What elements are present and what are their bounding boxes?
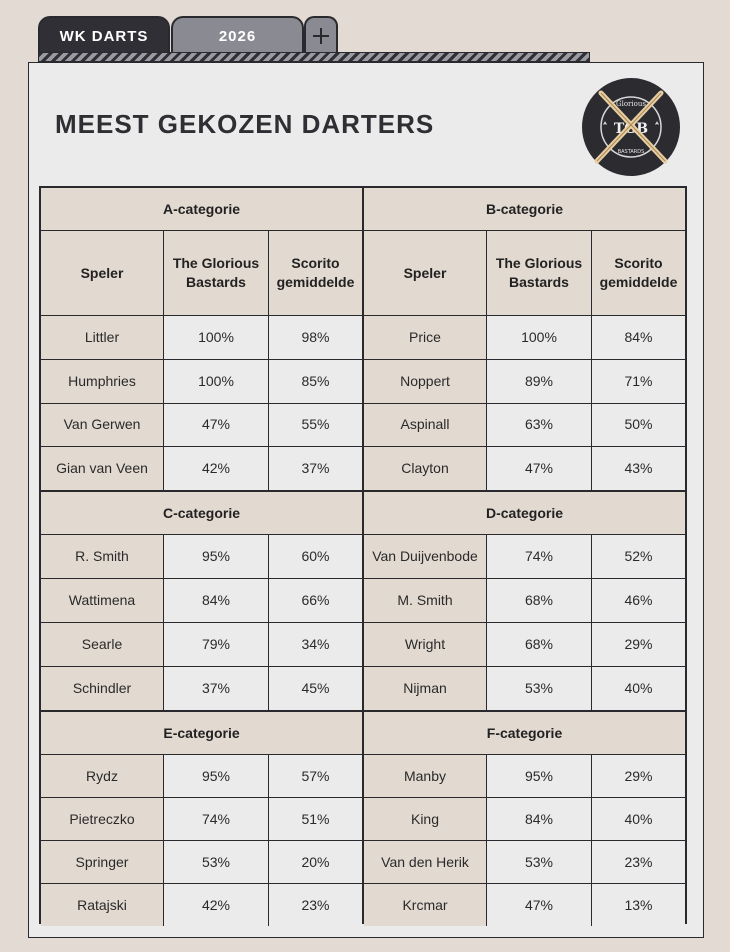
column-header-row bbox=[364, 231, 685, 315]
category-d-block bbox=[364, 492, 685, 710]
scorito-pct: 84% bbox=[592, 316, 685, 359]
category-header: E-categorie bbox=[41, 712, 362, 754]
scorito-pct: 46% bbox=[592, 579, 685, 622]
table-row bbox=[41, 579, 362, 622]
table-row bbox=[364, 535, 685, 578]
player-name: King bbox=[364, 798, 486, 840]
player-name: Van den Herik bbox=[364, 841, 486, 883]
darters-table bbox=[39, 186, 687, 924]
scorito-pct: 55% bbox=[269, 404, 362, 447]
table-row bbox=[364, 623, 685, 666]
column-header-row bbox=[41, 231, 362, 315]
scorito-pct: 45% bbox=[269, 667, 362, 710]
category-b-block bbox=[364, 188, 685, 490]
bastards-pct: 95% bbox=[487, 755, 591, 797]
content-card bbox=[28, 62, 704, 938]
scorito-pct: 98% bbox=[269, 316, 362, 359]
table-row bbox=[364, 447, 685, 490]
table-row bbox=[364, 798, 685, 840]
table-row bbox=[41, 667, 362, 710]
bastards-pct: 74% bbox=[487, 535, 591, 578]
bastards-pct: 95% bbox=[164, 755, 268, 797]
player-name: Van Duijvenbode bbox=[364, 535, 486, 578]
scorito-pct: 29% bbox=[592, 755, 685, 797]
bastards-pct: 53% bbox=[487, 667, 591, 710]
table-row bbox=[41, 884, 362, 926]
player-name: Rydz bbox=[41, 755, 163, 797]
scorito-pct: 20% bbox=[269, 841, 362, 883]
player-name: Price bbox=[364, 316, 486, 359]
player-name: Nijman bbox=[364, 667, 486, 710]
table-row bbox=[364, 360, 685, 403]
plus-icon bbox=[311, 26, 331, 46]
scorito-pct: 23% bbox=[269, 884, 362, 926]
player-name: Clayton bbox=[364, 447, 486, 490]
tab-2026-label: 2026 bbox=[218, 27, 257, 45]
bastards-pct: 84% bbox=[164, 579, 268, 622]
player-name: Searle bbox=[41, 623, 163, 666]
player-name: Van Gerwen bbox=[41, 404, 163, 447]
player-name: M. Smith bbox=[364, 579, 486, 622]
tab-strip-bar bbox=[38, 52, 590, 62]
scorito-pct: 85% bbox=[269, 360, 362, 403]
table-row bbox=[41, 755, 362, 797]
bastards-pct: 42% bbox=[164, 884, 268, 926]
table-row bbox=[364, 316, 685, 359]
tab-wk-darts[interactable] bbox=[38, 16, 170, 54]
tab-2026[interactable] bbox=[171, 16, 304, 54]
table-row bbox=[41, 841, 362, 883]
bastards-pct: 100% bbox=[164, 360, 268, 403]
logo-text-bottom: BASTARDS bbox=[617, 149, 645, 155]
bastards-pct: 84% bbox=[487, 798, 591, 840]
bastards-pct: 89% bbox=[487, 360, 591, 403]
table-row bbox=[41, 360, 362, 403]
table-row bbox=[364, 667, 685, 710]
column-header-player: Speler bbox=[41, 231, 163, 315]
table-row bbox=[41, 798, 362, 840]
bastards-pct: 53% bbox=[487, 841, 591, 883]
table-row bbox=[41, 623, 362, 666]
scorito-pct: 37% bbox=[269, 447, 362, 490]
scorito-pct: 51% bbox=[269, 798, 362, 840]
table-row bbox=[41, 447, 362, 490]
scorito-pct: 34% bbox=[269, 623, 362, 666]
table-row bbox=[364, 404, 685, 447]
page-title: MEEST GEKOZEN DARTERS bbox=[55, 109, 435, 139]
player-name: Ratajski bbox=[41, 884, 163, 926]
category-f-block bbox=[364, 712, 685, 926]
player-name: Springer bbox=[41, 841, 163, 883]
player-name: Humphries bbox=[41, 360, 163, 403]
table-row bbox=[41, 316, 362, 359]
bastards-pct: 47% bbox=[487, 884, 591, 926]
bastards-pct: 37% bbox=[164, 667, 268, 710]
player-name: Wattimena bbox=[41, 579, 163, 622]
column-header-player: Speler bbox=[364, 231, 486, 315]
player-name: R. Smith bbox=[41, 535, 163, 578]
scorito-pct: 50% bbox=[592, 404, 685, 447]
scorito-pct: 60% bbox=[269, 535, 362, 578]
player-name: Gian van Veen bbox=[41, 447, 163, 490]
table-row bbox=[364, 579, 685, 622]
column-header-bastards: The Glorious Bastards bbox=[487, 231, 591, 315]
table-row bbox=[41, 535, 362, 578]
category-header: B-categorie bbox=[364, 188, 685, 230]
add-tab-button[interactable] bbox=[304, 16, 338, 54]
player-name: Noppert bbox=[364, 360, 486, 403]
category-c-block bbox=[41, 492, 362, 710]
scorito-pct: 43% bbox=[592, 447, 685, 490]
bastards-pct: 79% bbox=[164, 623, 268, 666]
scorito-pct: 71% bbox=[592, 360, 685, 403]
logo-monogram: TGB bbox=[613, 121, 649, 137]
bastards-pct: 74% bbox=[164, 798, 268, 840]
bastards-pct: 42% bbox=[164, 447, 268, 490]
scorito-pct: 23% bbox=[592, 841, 685, 883]
column-header-scorito: Scorito gemiddelde bbox=[269, 231, 362, 315]
bastards-pct: 47% bbox=[164, 404, 268, 447]
player-name: Aspinall bbox=[364, 404, 486, 447]
logo-text-top: Glorious bbox=[616, 100, 646, 108]
scorito-pct: 40% bbox=[592, 798, 685, 840]
category-header: F-categorie bbox=[364, 712, 685, 754]
bastards-pct: 68% bbox=[487, 579, 591, 622]
category-e-block bbox=[41, 712, 362, 926]
table-row bbox=[364, 841, 685, 883]
column-header-bastards: The Glorious Bastards bbox=[164, 231, 268, 315]
category-header: A-categorie bbox=[41, 188, 362, 230]
scorito-pct: 66% bbox=[269, 579, 362, 622]
bastards-pct: 95% bbox=[164, 535, 268, 578]
player-name: Manby bbox=[364, 755, 486, 797]
tab-wk-darts-label: WK DARTS bbox=[59, 27, 149, 45]
bastards-pct: 100% bbox=[487, 316, 591, 359]
table-row bbox=[364, 755, 685, 797]
bastards-pct: 63% bbox=[487, 404, 591, 447]
player-name: Wright bbox=[364, 623, 486, 666]
scorito-pct: 29% bbox=[592, 623, 685, 666]
category-header: C-categorie bbox=[41, 492, 362, 534]
column-header-scorito: Scorito gemiddelde bbox=[592, 231, 685, 315]
bastards-pct: 47% bbox=[487, 447, 591, 490]
player-name: Pietreczko bbox=[41, 798, 163, 840]
bastards-pct: 100% bbox=[164, 316, 268, 359]
player-name: Littler bbox=[41, 316, 163, 359]
category-header: D-categorie bbox=[364, 492, 685, 534]
category-a-block bbox=[41, 188, 362, 490]
scorito-pct: 13% bbox=[592, 884, 685, 926]
team-logo bbox=[581, 77, 681, 177]
scorito-pct: 52% bbox=[592, 535, 685, 578]
bastards-pct: 53% bbox=[164, 841, 268, 883]
scorito-pct: 40% bbox=[592, 667, 685, 710]
table-row bbox=[41, 404, 362, 447]
bastards-pct: 68% bbox=[487, 623, 591, 666]
table-row bbox=[364, 884, 685, 926]
scorito-pct: 57% bbox=[269, 755, 362, 797]
player-name: Krcmar bbox=[364, 884, 486, 926]
player-name: Schindler bbox=[41, 667, 163, 710]
